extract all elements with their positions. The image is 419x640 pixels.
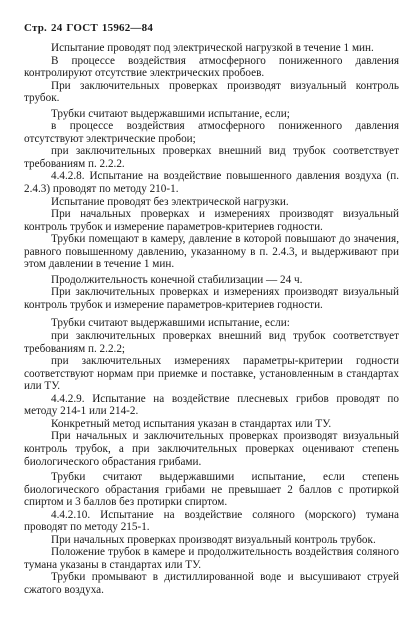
paragraph: При заключительных проверках производят визуальный контроль трубок.	[24, 79, 399, 105]
paragraph: Трубки считают выдержавшими испытание, если степень биологического обрастания грибами не превышает 2 баллов с протиркой спиртом и 3 баллов без протирки спиртом.	[24, 471, 399, 509]
paragraph: Испытание проводят под электрической нагрузкой в течение 1 мин.	[51, 42, 374, 54]
paragraph: 4.4.2.10. Испытание на воздействие соляного (морского) тумана проводят по методу 215-1.	[24, 508, 399, 534]
paragraph: в процессе воздействия атмосферного пониженного давления отсутствуют электрические пробои;	[24, 120, 399, 145]
paragraph: При начальных проверках и измерениях производят визуальный контроль трубок и измерение параметров-критериев годности.	[24, 208, 399, 233]
document-body	[24, 42, 399, 597]
paragraph: Конкретный метод испытания указан в стандартах или ТУ.	[51, 417, 332, 430]
paragraph: Трубки считают выдержавшими испытание, если:	[51, 317, 290, 330]
paragraph: при заключительных проверках внешний вид трубок соответствует требованиям п. 2.2.2.	[24, 145, 399, 170]
paragraph: Положение трубок в камере и продолжительность воздействия соляного тумана указаны в стандартах или ТУ.	[24, 546, 399, 571]
paragraph: При начальных и заключительных проверках производят визуальный контроль трубок, а при заключительных проверках оценивают степень биологического обрастания грибами.	[24, 430, 399, 468]
standard-number: 15962—84	[101, 22, 154, 34]
standard-label: ГОСТ	[66, 22, 98, 34]
page-prefix: Стр.	[24, 22, 48, 34]
paragraph: 4.4.2.8. Испытание на воздействие повышенного давления воздуха (п. 2.4.3) проводят по методу 210-1.	[24, 170, 399, 196]
paragraph: Испытание проводят без электрической нагрузки.	[51, 195, 289, 208]
page-header	[24, 22, 157, 34]
paragraph: 4.4.2.9. Испытание на воздействие плесневых грибов проводят по методу 214-1 или 214-2.	[24, 392, 399, 418]
paragraph: при заключительных измерениях параметры-критерии годности соответствуют нормам при приемке и поставке, установленным в стандартах или ТУ.	[24, 355, 399, 393]
paragraph: Трубки считают выдержавшими испытание, если;	[51, 107, 290, 120]
paragraph: Трубки промывают в дистиллированной воде и высушивают струей сжатого воздуха.	[24, 571, 399, 596]
paragraph: Трубки помещают в камеру, давление в которой повышают до значения, равного повышенному давлению, указанному в п. 2.4.3, и выдерживают при этом давлении в течение 1 мин.	[24, 233, 399, 271]
paragraph: В процессе воздействия атмосферного пониженного давления контролируют отсутствие электрических пробоев.	[24, 54, 399, 80]
paragraph: Продолжительность конечной стабилизации — 24 ч.	[51, 273, 303, 286]
paragraph: При начальных проверках производят визуальный контроль трубок.	[51, 533, 376, 546]
page-number: 24	[51, 22, 63, 34]
paragraph: при заключительных проверках внешний вид трубок соответствует требованиям п. 2.2.2;	[24, 330, 399, 355]
paragraph: При заключительных проверках и измерениях производят визуальный контроль трубок и измерение параметров-критериев годности.	[24, 286, 399, 311]
